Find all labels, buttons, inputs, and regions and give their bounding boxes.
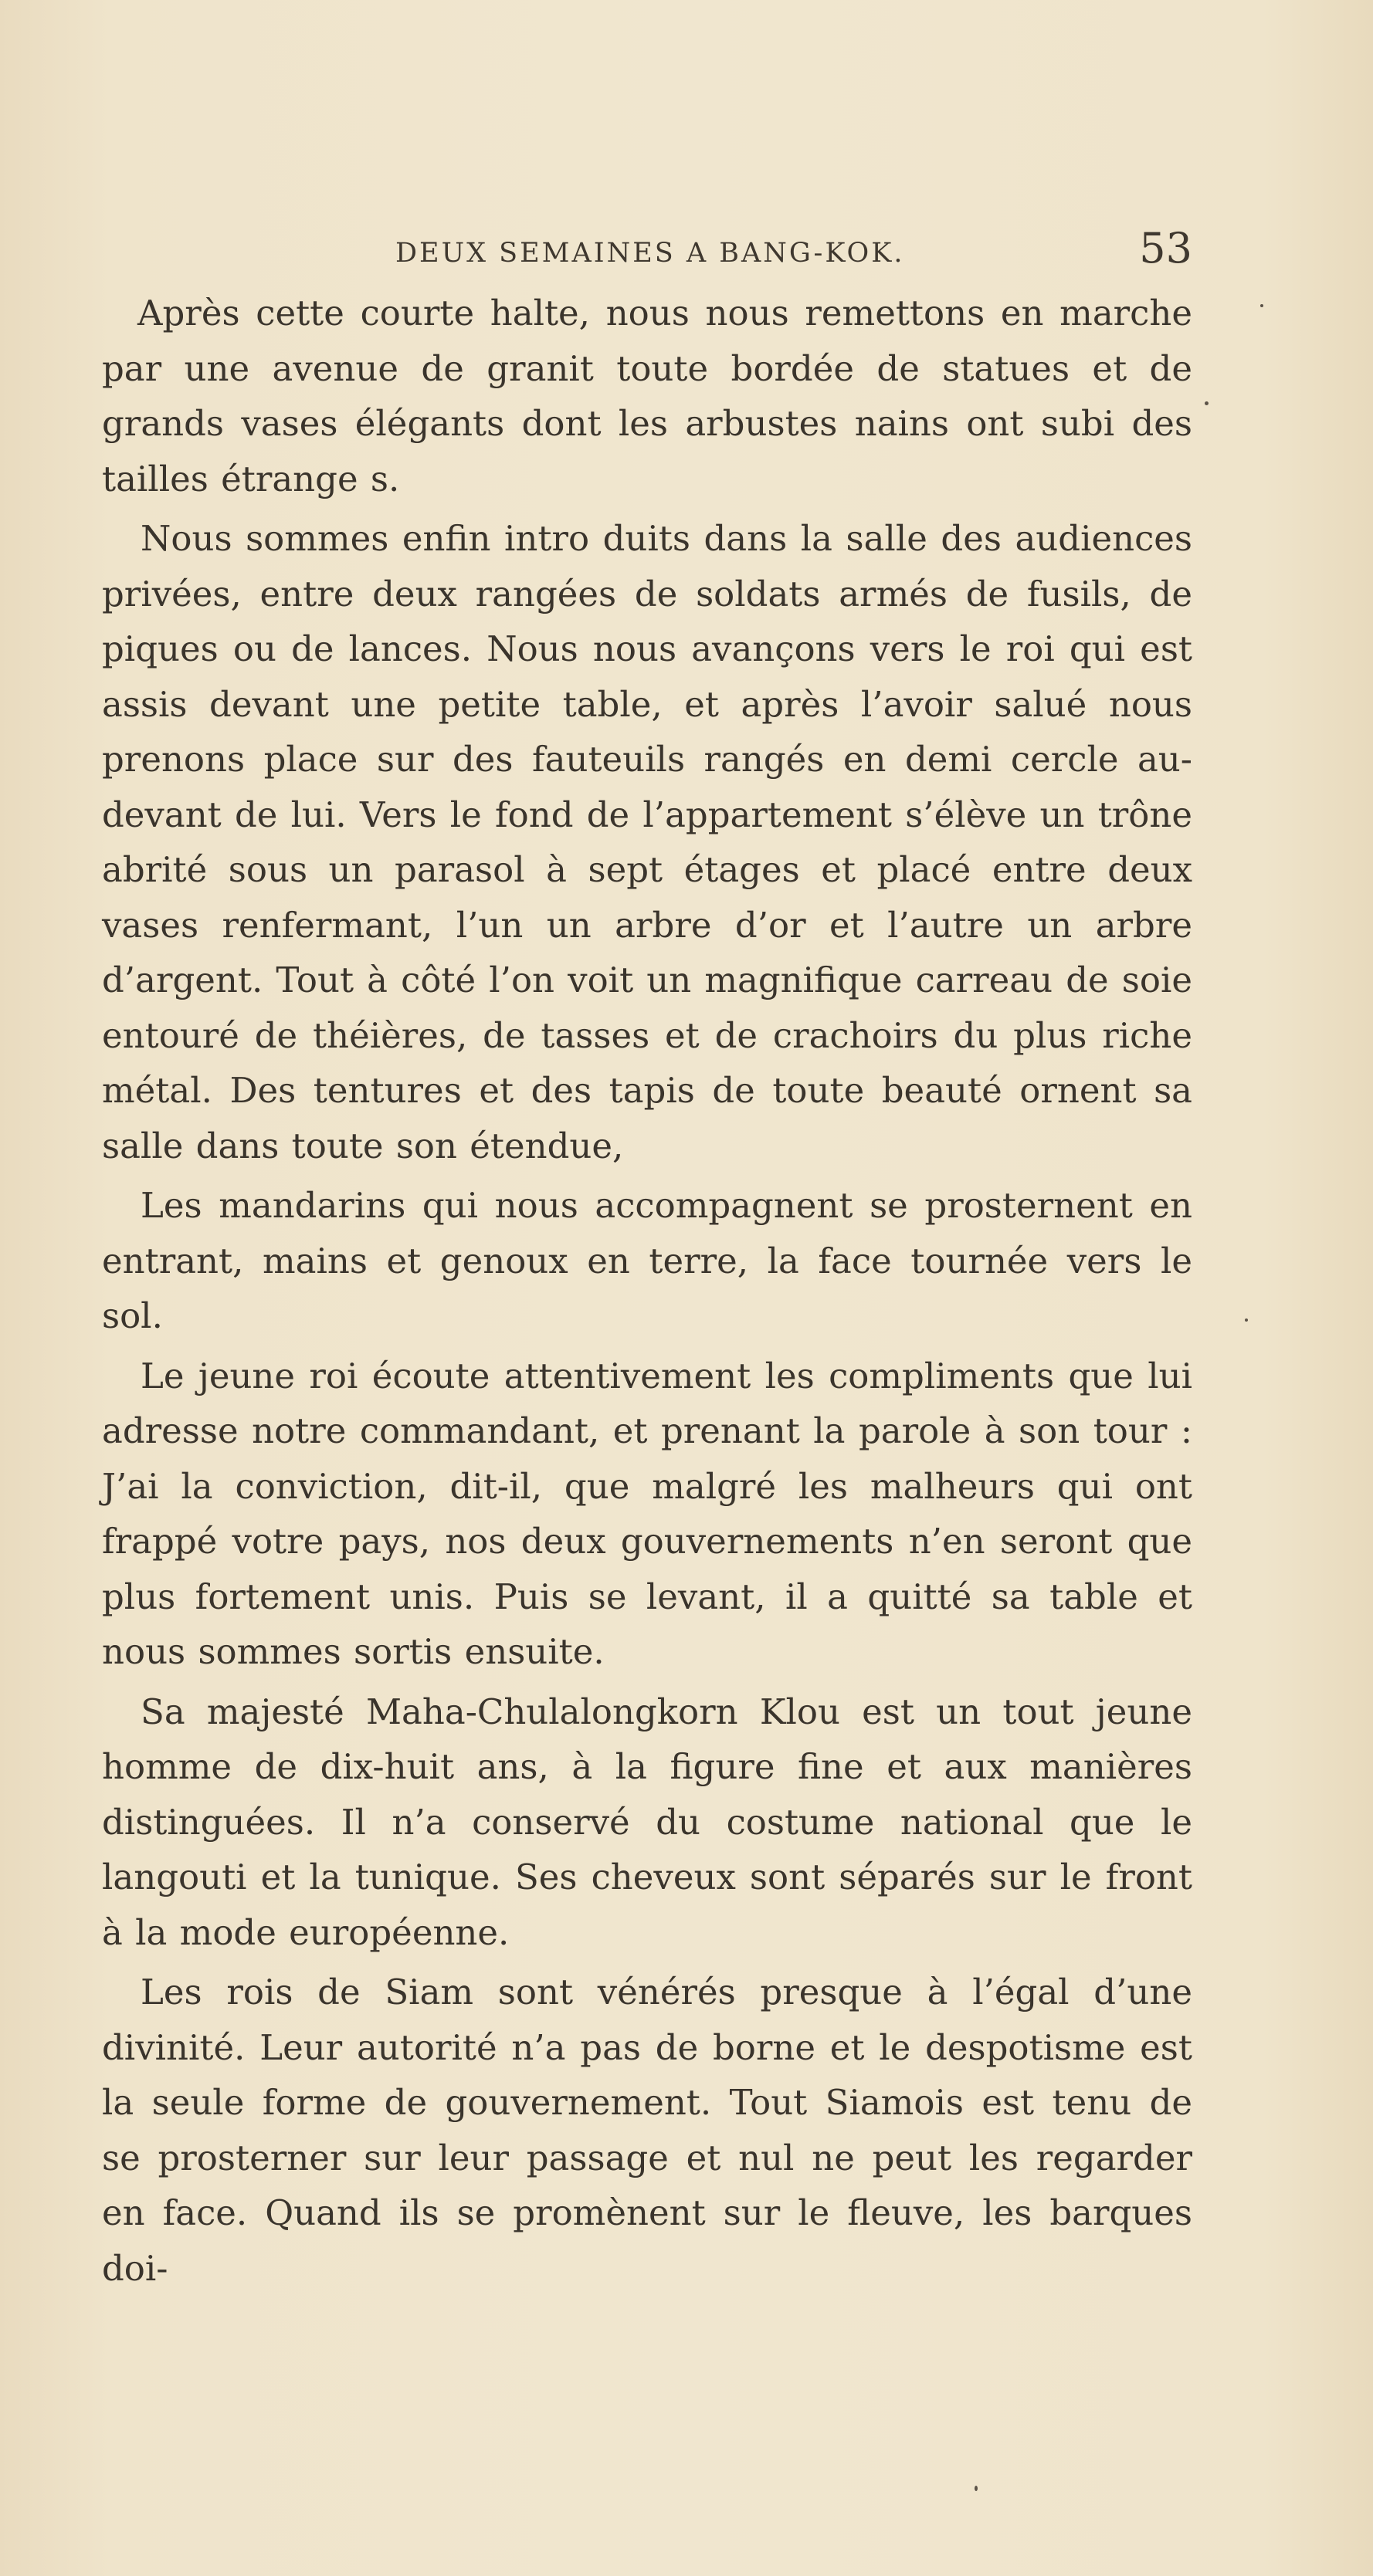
- paragraph-5: Sa majesté Maha-Chulalongkorn Klou est un tout jeune homme de dix-huit ans, à la figure fine et aux manières distinguées. Il n’a conservé du costume national que le langouti et la tunique. Ses cheveux sont séparés sur le front à la mode européenne.: [102, 1691, 1192, 1953]
- ink-speck: [1245, 1318, 1248, 1322]
- ink-speck: [1205, 401, 1209, 405]
- ink-speck: [1260, 304, 1263, 307]
- page-number: 53: [1139, 224, 1192, 272]
- paragraph-6: Les rois de Siam sont vénérés presque à l’égal d’une divinité. Leur autorité n’a pas de borne et le despotisme est la seule forme de gouvernement. Tout Siamois est tenu de se prosterner sur leur passage et nul ne peut les regarder en face. Quand ils se promènent sur le fleuve, les barques doi-: [102, 1972, 1192, 2289]
- body-text: [102, 286, 1192, 2300]
- paragraph-1: Après cette courte halte, nous nous remettons en marche par une avenue de granit toute bordée de statues et de grands vases élégants dont les arbustes nains ont subi des tailles étrange s.: [102, 293, 1192, 499]
- paragraph-4: Le jeune roi écoute attentivement les compliments que lui adresse notre commandant, et prenant la parole à son tour : J’ai la conviction, dit-il, que malgré les malheurs qui ont frappé votre pays, nos deux gouvernements n’en seront que plus fortement unis. Puis se levant, il a quitté sa table et nous sommes sortis ensuite.: [102, 1355, 1192, 1672]
- page-header: [102, 224, 1192, 278]
- running-title: DEUX SEMAINES A BANG-KOK.: [395, 238, 905, 269]
- paragraph-3: Les mandarins qui nous accompagnent se prosternent en entrant, mains et genoux en terre, la face tournée vers le sol.: [102, 1185, 1192, 1336]
- ink-speck: [975, 2486, 978, 2491]
- paragraph-2: Nous sommes enfin intro duits dans la salle des audiences privées, entre deux rangées de soldats armés de fusils, de piques ou de lances. Nous nous avançons vers le roi qui est assis devant une petite table, et après l’avoir salué nous prenons place sur des fauteuils rangés en demi cercle au-devant de lui. Vers le fond de l’appartement s’élève un trône abrité sous un parasol à sept étages et placé entre deux vases renfermant, l’un un arbre d’or et l’autre un arbre d’argent. Tout à côté l’on voit un magnifique carreau de soie entouré de théières, de tasses et de crachoirs du plus riche métal. Des tentures et des tapis de toute beauté ornent sa salle dans toute son étendue,: [102, 518, 1192, 1166]
